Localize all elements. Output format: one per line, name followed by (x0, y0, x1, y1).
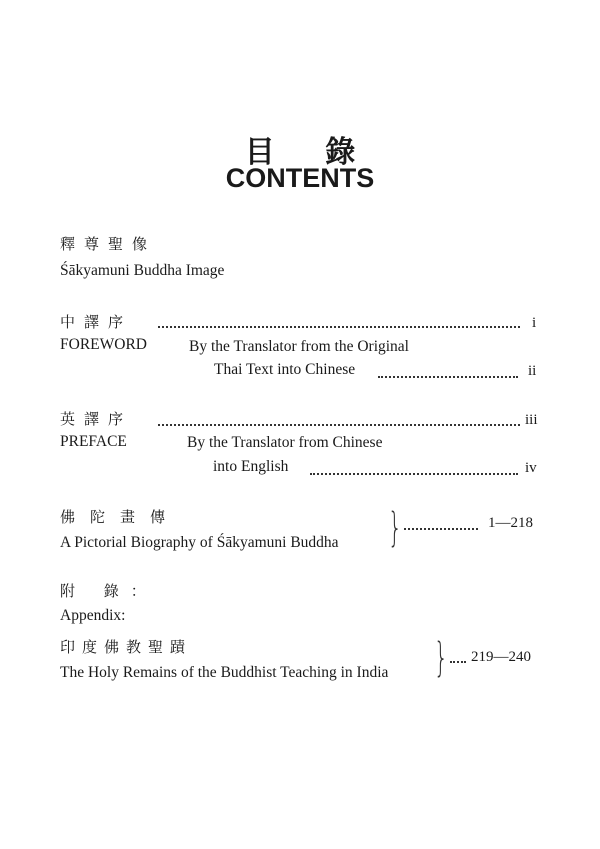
dot-leader (378, 376, 518, 378)
entry-preface-desc-1: By the Translator from Chinese (187, 434, 383, 451)
entry-foreword-label: FOREWORD (60, 336, 147, 353)
dot-leader (310, 473, 518, 475)
dot-leader (404, 528, 478, 530)
page-number: iv (525, 460, 537, 476)
title-chinese: 目 錄 (244, 135, 376, 170)
entry-preface-desc-2: into English (213, 458, 289, 475)
appendix-item-en: The Holy Remains of the Buddhist Teaching in India (60, 664, 389, 681)
dot-leader (158, 424, 520, 426)
entry-foreword-zh: 中譯序 (60, 313, 133, 331)
entry-biography-en: A Pictorial Biography of Śākyamuni Buddha (60, 534, 339, 551)
appendix-item-zh: 印度佛教聖蹟 (60, 638, 193, 656)
dot-leader (450, 661, 466, 663)
dot-leader (158, 326, 520, 328)
page-number: ii (528, 363, 537, 379)
page-range: 219—240 (471, 649, 531, 665)
entry-preface-label: PREFACE (60, 433, 127, 450)
appendix-heading-en: Appendix: (60, 607, 126, 624)
entry-foreword-desc-2: Thai Text into Chinese (214, 361, 356, 378)
page-number: i (532, 315, 537, 331)
entry-foreword-desc-1: By the Translator from the Original (189, 338, 409, 355)
title-contents: CONTENTS (225, 163, 375, 193)
right-brace-icon: } (388, 505, 402, 551)
page-range: 1—218 (488, 515, 533, 531)
entry-image-zh: 釋尊聖像 (60, 235, 157, 253)
page-number: iii (525, 412, 538, 428)
entry-preface-zh: 英譯序 (60, 410, 133, 428)
entry-biography-zh: 佛陀畫傳 (60, 508, 181, 526)
entry-image-en: Śākyamuni Buddha Image (60, 262, 225, 279)
right-brace-icon: } (434, 635, 448, 681)
appendix-heading-zh: 附 錄： (60, 582, 158, 600)
